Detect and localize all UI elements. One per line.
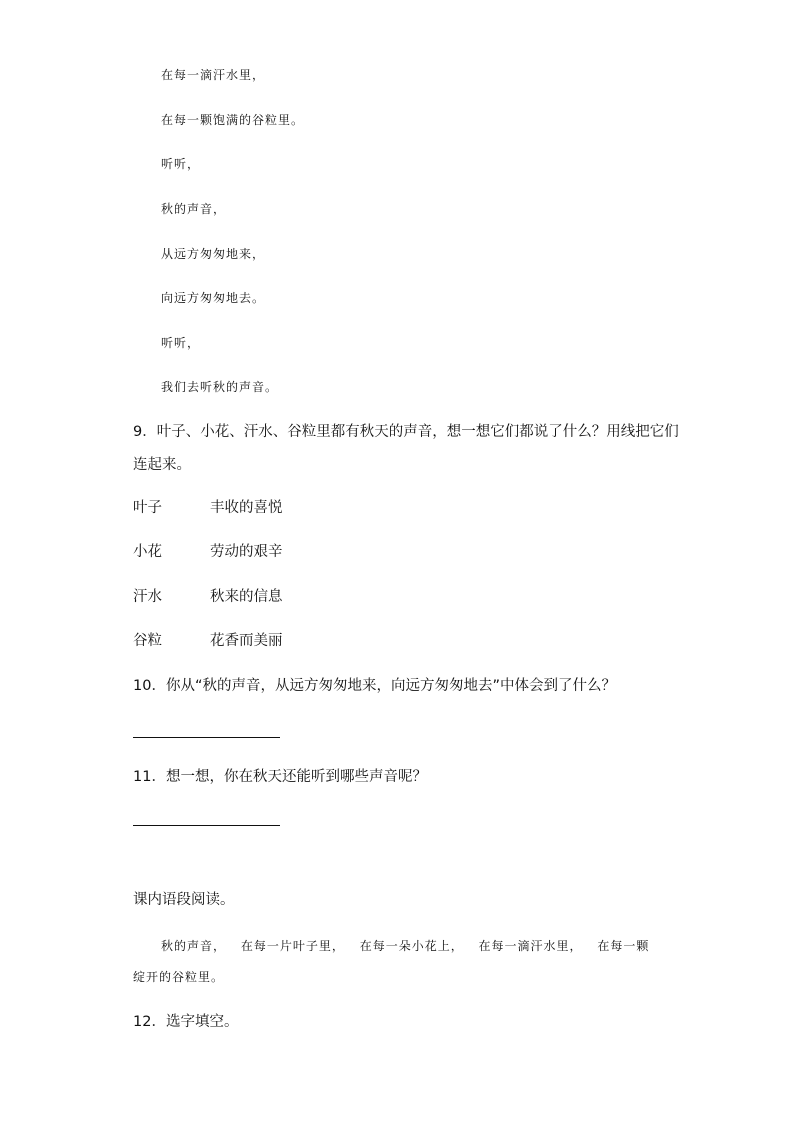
- poem-line-5: 从远方匆匆地来，: [161, 247, 266, 261]
- match-left-item: 叶子: [133, 500, 162, 516]
- question-11-text: 11．想一想，你在秋天还能听到哪些声音呢？: [133, 769, 427, 785]
- poem-line-2: 在每一颗饱满的谷粒里。: [161, 113, 305, 127]
- passage-segment: 在每一朵小花上，: [359, 939, 464, 953]
- passage-segment: 在每一片叶子里，: [240, 939, 345, 953]
- poem-line-1: 在每一滴汗水里，: [161, 68, 266, 82]
- passage-segment: 在每一颗: [597, 939, 650, 953]
- poem-line-8: 我们去听秋的声音。: [161, 380, 279, 394]
- answer-line-q11[interactable]: [133, 825, 280, 826]
- match-right-item: 丰收的喜悦: [210, 500, 283, 516]
- answer-line-q10[interactable]: [133, 737, 280, 738]
- passage-line-2: 绽开的谷粒里。: [133, 970, 225, 984]
- match-left-item: 汗水: [133, 589, 162, 605]
- question-12-text: 12．选字填空。: [133, 1014, 239, 1030]
- match-right-item: 花香而美丽: [210, 633, 283, 649]
- section-title: 课内语段阅读。: [133, 892, 235, 908]
- passage-segment: 在每一滴汗水里，: [478, 939, 583, 953]
- match-right-item: 劳动的艰辛: [210, 544, 283, 560]
- poem-line-7: 听听，: [161, 336, 201, 350]
- poem-line-6: 向远方匆匆地去。: [161, 291, 266, 305]
- poem-line-4: 秋的声音，: [161, 202, 227, 216]
- poem-line-3: 听听，: [161, 157, 201, 171]
- match-left-item: 小花: [133, 544, 162, 560]
- question-10-text: 10．你从“秋的声音，从远方匆匆地来，向远方匆匆地去”中体会到了什么？: [133, 678, 616, 694]
- question-9-text: 9．叶子、小花、汗水、谷粒里都有秋天的声音，想一想它们都说了什么？用线把它们: [133, 424, 679, 440]
- passage-segment: 秋的声音，: [161, 939, 227, 953]
- match-right-item: 秋来的信息: [210, 589, 283, 605]
- question-9-text-cont: 连起来。: [133, 457, 191, 473]
- match-left-item: 谷粒: [133, 633, 162, 649]
- passage-line-1: [161, 936, 649, 956]
